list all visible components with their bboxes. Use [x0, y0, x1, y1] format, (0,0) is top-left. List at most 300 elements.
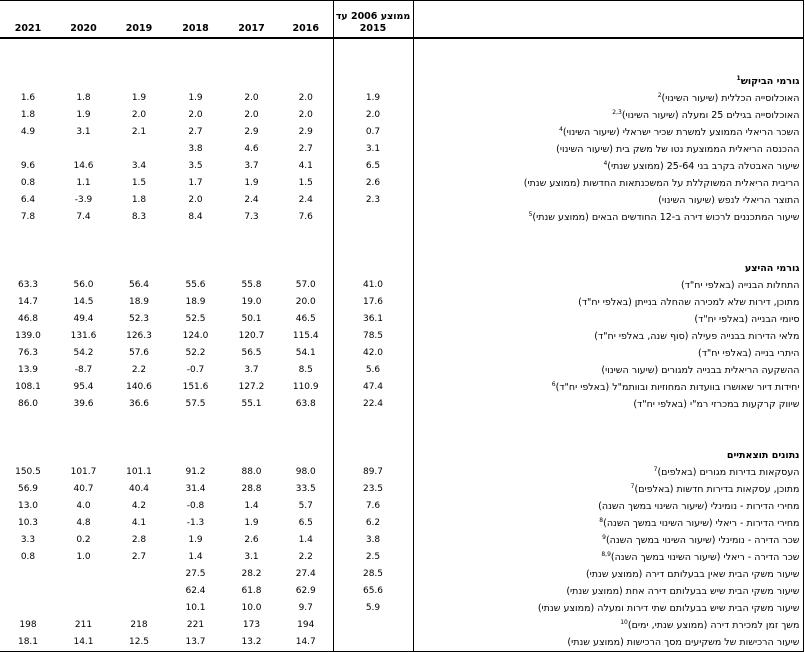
row-label — [413, 532, 803, 549]
footnote-marker: 6 — [551, 380, 556, 388]
average-value-cell: 22.4 — [333, 396, 413, 413]
year-value-cell: 1.0 — [76, 552, 91, 562]
row-label — [413, 226, 803, 243]
year-value-cell: 3.7 — [244, 161, 259, 171]
table-row — [0, 481, 803, 498]
year-value-cell: 10.1 — [185, 603, 206, 613]
year-value-cell: 31.4 — [185, 484, 206, 494]
year-value-cell — [111, 413, 167, 430]
spacer-row — [0, 56, 803, 73]
year-value-cell: 76.3 — [17, 348, 39, 358]
row-label-text: שכר הדירה - נומינלי (שיעור השינוי במשך השנה) — [605, 535, 800, 546]
section-heading-row — [0, 260, 803, 277]
year-value-cell — [56, 73, 111, 90]
year-value-cell: 40.4 — [128, 484, 150, 494]
row-label — [413, 192, 803, 209]
year-value-cell: 7.4 — [76, 212, 91, 222]
average-value-cell: 17.6 — [333, 294, 413, 311]
year-value-cell: 12.5 — [111, 634, 167, 652]
average-value-cell: 5.6 — [333, 362, 413, 379]
row-label-text: שיעור משקי הבית שיש בבעלותם שתי דירות ומעלה (ממוצע שנתי) — [537, 603, 800, 614]
year-value-cell — [279, 260, 333, 277]
footnote-marker: 9 — [602, 533, 606, 541]
year-value-cell: 55.1 — [241, 399, 262, 409]
table-row — [0, 311, 803, 328]
year-value-cell: 88.0 — [241, 467, 262, 477]
average-value-cell — [333, 73, 413, 90]
year-value-cell: 52.2 — [185, 348, 206, 358]
average-value-cell: 23.5 — [333, 481, 413, 498]
year-value-cell: 14.6 — [73, 161, 94, 171]
row-label-text: משך זמן למכירת דירה (ממוצע שנתי, ימים) — [627, 620, 800, 631]
year-value-cell — [167, 73, 224, 90]
table-row — [0, 328, 803, 345]
year-value-cell: 2.4 — [298, 195, 313, 205]
year-value-cell — [224, 56, 279, 73]
average-value-cell: 36.1 — [333, 311, 413, 328]
year-value-cell — [0, 447, 56, 464]
year-value-cell: 1.9 — [131, 93, 147, 103]
year-value-cell: 46.5 — [295, 314, 316, 324]
row-label-text: שיעור המתכננים לרכוש דירה ב-12 החודשים הבאים (ממוצע שנתי) — [532, 212, 800, 223]
year-value-cell: 2.4 — [244, 195, 259, 205]
row-label — [413, 481, 803, 498]
year-value-cell: 2.9 — [244, 127, 259, 137]
row-label-text: שיעור הרכישות של משקיעים מסך הרכישות (ממוצע שנתי) — [567, 637, 800, 648]
section-heading — [413, 260, 803, 277]
section-heading — [413, 447, 803, 464]
row-label-text: העסקאות בדירות מגורים (באלפים) — [657, 467, 800, 478]
year-header: 2019 — [111, 1, 167, 39]
year-value-cell: 13.2 — [224, 634, 279, 652]
section-heading — [413, 73, 803, 90]
year-value-cell: 2.2 — [131, 365, 147, 375]
table-row — [0, 362, 803, 379]
row-label-text: האוכלוסייה בגילים 25 ומעלה (שיעור השינוי) — [621, 110, 800, 121]
year-value-cell: 1.4 — [244, 501, 259, 511]
year-value-cell: 1.8 — [131, 195, 147, 205]
year-value-cell: 2.0 — [188, 110, 203, 120]
year-value-cell — [111, 243, 167, 260]
average-value-cell — [333, 38, 413, 56]
year-value-cell: 54.1 — [295, 348, 316, 358]
year-value-cell: 221 — [186, 620, 205, 630]
average-value-cell — [333, 56, 413, 73]
year-value-cell — [56, 243, 111, 260]
year-value-cell: 3.7 — [244, 365, 259, 375]
year-value-cell: 56.5 — [241, 348, 262, 358]
average-value-cell: 41.0 — [333, 277, 413, 294]
year-header: 2016 — [279, 1, 333, 39]
average-value-cell — [333, 634, 413, 652]
average-header-line1: ממוצע 2006 עד — [335, 11, 411, 22]
year-value-cell: 14.1 — [56, 634, 111, 652]
year-value-cell: 127.2 — [238, 382, 265, 392]
row-label-text: גורמי ההיצע — [744, 263, 800, 274]
average-value-cell: 42.0 — [333, 345, 413, 362]
year-value-cell — [279, 243, 333, 260]
table-row — [0, 175, 803, 192]
year-value-cell: 124.0 — [182, 331, 209, 341]
year-value-cell: 36.6 — [128, 399, 150, 409]
row-label-text: התחלות הבנייה (באלפי יח"ד) — [680, 280, 800, 291]
year-value-cell: 13.0 — [17, 501, 39, 511]
year-value-cell: 4.0 — [76, 501, 91, 511]
row-label — [413, 243, 803, 260]
row-label — [413, 124, 803, 141]
year-value-cell: -0.7 — [186, 365, 205, 375]
year-value-cell: 110.9 — [292, 382, 319, 392]
table-row — [0, 634, 803, 652]
row-label-text: האוכלוסייה הכללית (שיעור השינוי) — [661, 93, 800, 104]
table-row — [0, 158, 803, 175]
year-value-cell: 4.2 — [131, 501, 147, 511]
year-value-cell — [56, 38, 111, 56]
average-value-cell — [333, 260, 413, 277]
year-value-cell — [167, 56, 224, 73]
year-value-cell: 55.6 — [185, 280, 206, 290]
year-value-cell: 27.4 — [295, 569, 316, 579]
year-value-cell — [279, 447, 333, 464]
year-value-cell — [56, 566, 111, 583]
year-value-cell — [279, 38, 333, 56]
table-row — [0, 532, 803, 549]
year-value-cell: 56.9 — [17, 484, 39, 494]
table-row — [0, 617, 803, 634]
year-value-cell — [0, 260, 56, 277]
year-value-cell: 8.3 — [131, 212, 147, 222]
year-value-cell — [111, 566, 167, 583]
year-value-cell: 4.1 — [298, 161, 313, 171]
footnote-marker: 2,3 — [612, 108, 622, 116]
year-value-cell: 7.3 — [244, 212, 259, 222]
year-value-cell: 3.3 — [20, 535, 36, 545]
year-value-cell: 56.0 — [73, 280, 94, 290]
row-label-text: שכר הדירה - ריאלי (שיעור השינוי במשך השנה) — [610, 552, 800, 563]
year-value-cell: 62.4 — [185, 586, 206, 596]
year-value-cell: 27.5 — [185, 569, 206, 579]
footnote-marker: 5 — [528, 210, 533, 218]
year-value-cell — [56, 447, 111, 464]
spacer-row — [0, 243, 803, 260]
spacer-row — [0, 413, 803, 430]
year-value-cell — [111, 56, 167, 73]
table-row — [0, 141, 803, 158]
average-value-cell: 3.1 — [333, 141, 413, 158]
year-value-cell — [0, 73, 56, 90]
year-value-cell: 150.5 — [15, 467, 41, 477]
spacer-row — [0, 430, 803, 447]
year-value-cell — [56, 583, 111, 600]
year-value-cell: 1.9 — [76, 110, 91, 120]
row-label-text: שיעור משקי הבית שיש בבעלותם דירה אחת (ממוצע שנתי) — [566, 586, 800, 597]
table-row — [0, 124, 803, 141]
year-value-cell: 3.5 — [188, 161, 203, 171]
year-value-cell — [167, 413, 224, 430]
year-header: 2018 — [167, 1, 224, 39]
row-label-text: גורמי הביקוש — [740, 76, 800, 87]
year-value-cell: 1.5 — [131, 178, 147, 188]
row-label-text: שיעור משקי הבית שאין בבעלותם דירה (ממוצע שנתי) — [585, 569, 800, 580]
year-value-cell — [111, 260, 167, 277]
year-value-cell — [224, 447, 279, 464]
year-value-cell: 1.4 — [298, 535, 313, 545]
year-value-cell: 5.7 — [298, 501, 313, 511]
row-label — [413, 634, 803, 652]
footnote-marker: 10 — [620, 618, 628, 626]
row-label-text: היתרי בנייה (באלפי יח"ד) — [698, 348, 800, 359]
year-value-cell: 57.5 — [185, 399, 206, 409]
label-header — [413, 1, 803, 39]
year-value-cell: 55.8 — [241, 280, 262, 290]
row-label-text: יחידות דיור שאושרו בוועדות המחוזיות ובוותמ"ל (באלפי יח"ד) — [555, 382, 800, 393]
year-value-cell — [167, 260, 224, 277]
year-value-cell: 57.6 — [128, 348, 150, 358]
row-label — [413, 209, 803, 226]
year-value-cell: 131.6 — [70, 331, 97, 341]
year-value-cell — [167, 226, 224, 243]
year-value-cell: 52.5 — [185, 314, 206, 324]
year-value-cell: -0.8 — [186, 501, 205, 511]
spacer-row — [0, 226, 803, 243]
year-value-cell — [0, 583, 56, 600]
year-value-cell: 1.9 — [244, 178, 259, 188]
year-value-cell: 63.8 — [295, 399, 316, 409]
year-value-cell: 2.9 — [298, 127, 313, 137]
year-value-cell: 10.3 — [17, 518, 39, 528]
year-value-cell — [111, 73, 167, 90]
year-value-cell — [56, 430, 111, 447]
year-value-cell: 173 — [242, 620, 261, 630]
table-body — [0, 38, 803, 652]
year-value-cell — [224, 226, 279, 243]
year-value-cell: 6.5 — [298, 518, 313, 528]
year-value-cell: 52.3 — [128, 314, 150, 324]
year-value-cell: 14.5 — [73, 297, 94, 307]
year-value-cell: 2.6 — [244, 535, 259, 545]
footnote-marker: 8 — [599, 516, 604, 524]
year-value-cell — [224, 73, 279, 90]
row-label — [413, 311, 803, 328]
row-label-text: מחירי הדירות - נומינלי (שיעור השינוי במשך השנה) — [598, 501, 800, 512]
table-row — [0, 549, 803, 566]
footnote-marker: 2 — [657, 91, 662, 99]
year-value-cell: 19.0 — [241, 297, 262, 307]
year-value-cell: 3.1 — [76, 127, 91, 137]
year-value-cell — [0, 243, 56, 260]
year-value-cell: 86.0 — [17, 399, 39, 409]
year-value-cell: 2.0 — [298, 110, 313, 120]
year-value-cell — [111, 430, 167, 447]
row-label — [413, 498, 803, 515]
footnote-marker: 7 — [653, 465, 658, 473]
year-value-cell: 54.2 — [73, 348, 94, 358]
year-value-cell: -1.3 — [186, 518, 205, 528]
row-label — [413, 294, 803, 311]
year-value-cell: 4.9 — [20, 127, 36, 137]
year-value-cell: 1.8 — [20, 110, 36, 120]
row-label — [413, 583, 803, 600]
row-label — [413, 396, 803, 413]
average-value-cell: 65.6 — [333, 583, 413, 600]
year-value-cell — [279, 73, 333, 90]
average-value-cell: 2.6 — [333, 175, 413, 192]
average-value-cell — [333, 430, 413, 447]
year-value-cell: 20.0 — [295, 297, 316, 307]
year-value-cell — [0, 141, 56, 158]
average-value-cell: 6.2 — [333, 515, 413, 532]
year-value-cell: 1.8 — [76, 93, 91, 103]
year-value-cell: 4.8 — [76, 518, 91, 528]
average-value-cell: 2.3 — [333, 192, 413, 209]
year-value-cell: 2.0 — [298, 93, 313, 103]
year-value-cell — [0, 430, 56, 447]
average-value-cell — [333, 447, 413, 464]
year-value-cell: 56.4 — [128, 280, 150, 290]
year-value-cell: 49.4 — [73, 314, 94, 324]
row-label — [413, 566, 803, 583]
table-row — [0, 396, 803, 413]
row-label — [413, 141, 803, 158]
row-label — [413, 90, 803, 107]
average-value-cell — [333, 617, 413, 634]
year-value-cell — [111, 38, 167, 56]
year-value-cell: 140.6 — [126, 382, 152, 392]
year-value-cell — [56, 141, 111, 158]
year-value-cell — [167, 243, 224, 260]
year-value-cell: 2.7 — [131, 552, 147, 562]
year-value-cell: 3.1 — [244, 552, 259, 562]
table-row — [0, 209, 803, 226]
average-value-cell — [333, 243, 413, 260]
row-label-text: נתונים תוצאתיים — [726, 450, 800, 461]
year-value-cell: 18.9 — [185, 297, 206, 307]
year-value-cell: 194 — [297, 620, 315, 630]
year-value-cell: 46.8 — [17, 314, 39, 324]
average-value-cell: 2.5 — [333, 549, 413, 566]
year-value-cell: 0.8 — [20, 552, 36, 562]
year-value-cell: 151.6 — [182, 382, 209, 392]
spacer-row — [0, 38, 803, 56]
average-value-cell — [333, 413, 413, 430]
year-value-cell — [0, 226, 56, 243]
year-value-cell: 98.0 — [295, 467, 316, 477]
year-value-cell: 1.6 — [20, 93, 36, 103]
table-row — [0, 515, 803, 532]
row-label-text: מחירי הדירות - ריאלי (שיעור השינוי במשך השנה) — [603, 518, 800, 529]
year-value-cell: 1.7 — [188, 178, 203, 188]
average-value-cell: 2.0 — [333, 107, 413, 124]
year-value-cell: 4.6 — [244, 144, 259, 154]
year-value-cell — [0, 413, 56, 430]
year-value-cell: 2.1 — [131, 127, 147, 137]
year-value-cell: 1.4 — [188, 552, 203, 562]
year-value-cell: 115.4 — [292, 331, 319, 341]
year-value-cell — [167, 38, 224, 56]
table-row — [0, 294, 803, 311]
year-value-cell: 50.1 — [241, 314, 262, 324]
year-value-cell — [224, 430, 279, 447]
average-value-cell: 3.8 — [333, 532, 413, 549]
year-header: 2017 — [224, 1, 279, 39]
year-header: 2020 — [56, 1, 111, 39]
table-row — [0, 566, 803, 583]
year-value-cell: 211 — [74, 620, 93, 630]
row-label-text: ההכנסה הריאלית הממוצעת נטו של משק בית (שיעור השינוי) — [556, 144, 800, 155]
row-label — [413, 277, 803, 294]
year-value-cell: 14.7 — [279, 634, 333, 652]
table-row — [0, 498, 803, 515]
row-label-text: סיומי הבנייה (באלפי יח"ד) — [694, 314, 800, 325]
year-value-cell: 1.9 — [188, 535, 203, 545]
year-value-cell: 6.4 — [20, 195, 36, 205]
row-label — [413, 617, 803, 634]
year-value-cell: 28.8 — [241, 484, 262, 494]
average-value-cell: 1.9 — [333, 90, 413, 107]
year-value-cell: 3.4 — [131, 161, 147, 171]
year-value-cell: 8.4 — [188, 212, 203, 222]
year-value-cell: 1.9 — [188, 93, 203, 103]
year-value-cell — [56, 260, 111, 277]
year-value-cell — [0, 38, 56, 56]
year-value-cell — [56, 413, 111, 430]
row-label — [413, 56, 803, 73]
year-value-cell: 2.7 — [298, 144, 313, 154]
row-label-text: השכר הריאלי הממוצע למשרת שכיר ישראלי (שיעור השינוי) — [562, 127, 800, 138]
year-value-cell — [56, 56, 111, 73]
year-value-cell: 2.0 — [131, 110, 147, 120]
year-value-cell: 13.9 — [17, 365, 39, 375]
year-value-cell: 0.2 — [76, 535, 91, 545]
year-value-cell: 120.7 — [238, 331, 265, 341]
footnote-marker: 8,9 — [601, 550, 611, 558]
year-value-cell: 101.1 — [126, 467, 152, 477]
table-row — [0, 464, 803, 481]
table-row — [0, 192, 803, 209]
row-label — [413, 362, 803, 379]
year-value-cell: 57.0 — [295, 280, 316, 290]
footnote-marker: 1 — [736, 74, 741, 82]
average-value-cell: 28.5 — [333, 566, 413, 583]
year-value-cell: 7.6 — [298, 212, 313, 222]
row-label-text: שיעור האבטלה בקרב בני 25-64 (ממוצע שנתי) — [607, 161, 800, 172]
year-value-cell — [0, 566, 56, 583]
year-value-cell: 101.7 — [70, 467, 97, 477]
year-value-cell: 2.7 — [188, 127, 203, 137]
year-value-cell: 10.0 — [241, 603, 262, 613]
year-value-cell: 3.8 — [188, 144, 203, 154]
year-value-cell — [111, 583, 167, 600]
row-label-text: שיווק קרקעות במכרזי רמ"י (באלפי יח"ד) — [633, 399, 800, 410]
year-value-cell: 198 — [19, 620, 37, 630]
row-label-text: ההשקעה הריאלית בבנייה למגורים (שיעור השינוי) — [601, 365, 800, 376]
year-value-cell: -3.9 — [74, 195, 93, 205]
year-value-cell: 1.9 — [244, 518, 259, 528]
row-label — [413, 175, 803, 192]
year-value-cell — [111, 447, 167, 464]
table-row — [0, 379, 803, 396]
row-label — [413, 38, 803, 56]
row-label — [413, 549, 803, 566]
year-value-cell: 91.2 — [185, 467, 206, 477]
header-row — [0, 1, 803, 39]
row-label — [413, 379, 803, 396]
average-header — [333, 1, 413, 39]
year-value-cell: 13.7 — [167, 634, 224, 652]
table-row — [0, 107, 803, 124]
row-label — [413, 430, 803, 447]
average-value-cell — [333, 226, 413, 243]
